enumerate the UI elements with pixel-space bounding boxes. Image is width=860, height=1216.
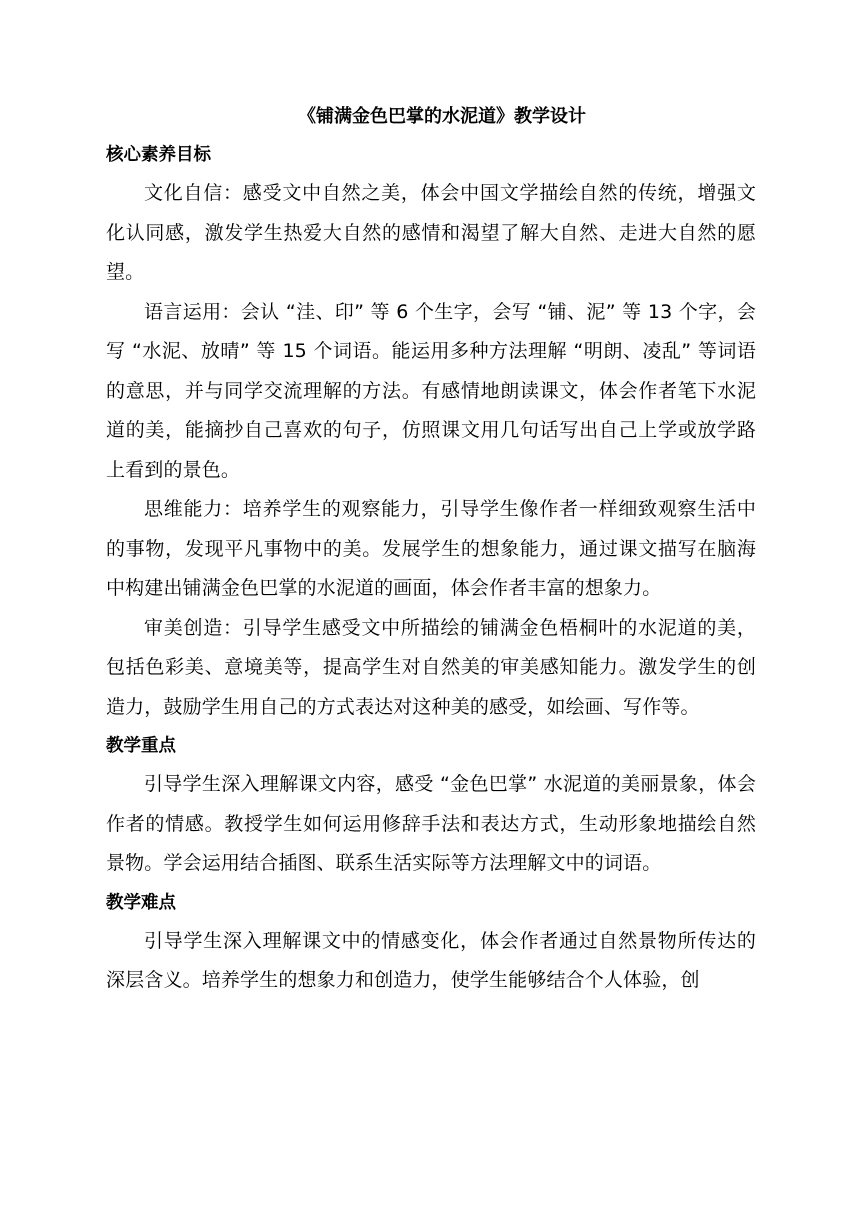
section-heading: 教学难点: [106, 892, 176, 913]
section-teaching-key-points: [106, 727, 756, 884]
section-heading: 核心素养目标: [106, 145, 211, 165]
section-teaching-difficulties: [106, 884, 756, 1001]
section-heading: 教学重点: [106, 736, 176, 756]
paragraph-thinking-ability: 思维能力：培养学生的观察能力，引导学生像作者一样细致观察生活中的事物，发现平凡事物中的美。发展学生的想象能力，通过课文描写在脑海中构建出铺满金色巴掌的水泥道的画面，体会作者丰富的想象力。: [106, 498, 756, 599]
paragraph-aesthetic-creation: 审美创造：引导学生感受文中所描绘的铺满金色梧桐叶的水泥道的美，包括色彩美、意境美等，提高学生对自然美的审美感知能力。激发学生的创造力，鼓励学生用自己的方式表达对这种美的感受，如绘画、写作等。: [106, 616, 756, 718]
paragraph-difficulties: 引导学生深入理解课文中的情感变化，体会作者通过自然景物所传达的深层含义。培养学生的想象力和创造力，使学生能够结合个人体验，创: [106, 929, 756, 991]
section-core-literacy-goals: [106, 136, 756, 727]
paragraph-key-points: 引导学生深入理解课文内容，感受 “金色巴掌” 水泥道的美丽景象，体会作者的情感。教授学生如何运用修辞手法和表达方式，生动形象地描绘自然景物。学会运用结合插图、联系生活实际等方法理解文中的词语。: [106, 773, 756, 874]
paragraph-cultural-confidence: 文化自信：感受文中自然之美，体会中国文学描绘自然的传统，增强文化认同感，激发学生热爱大自然的感情和渴望了解大自然、走进大自然的愿望。: [106, 182, 756, 283]
document-title: 《铺满金色巴掌的水泥道》教学设计: [298, 106, 586, 127]
paragraph-language-use: 语言运用：会认 “洼、印” 等 6 个生字，会写 “铺、泥” 等 13 个字，会写 “水泥、放晴” 等 15 个词语。能运用多种方法理解 “明朗、凌乱” 等词语的意思，并与同学交流理解的方法。有感情地朗读课文，体会作者笔下水泥道的美，能摘抄自己喜欢的句子，仿照课文用几句话写出自己上学或放学路上看到的景色。: [106, 300, 756, 481]
document-page: [106, 98, 756, 1001]
